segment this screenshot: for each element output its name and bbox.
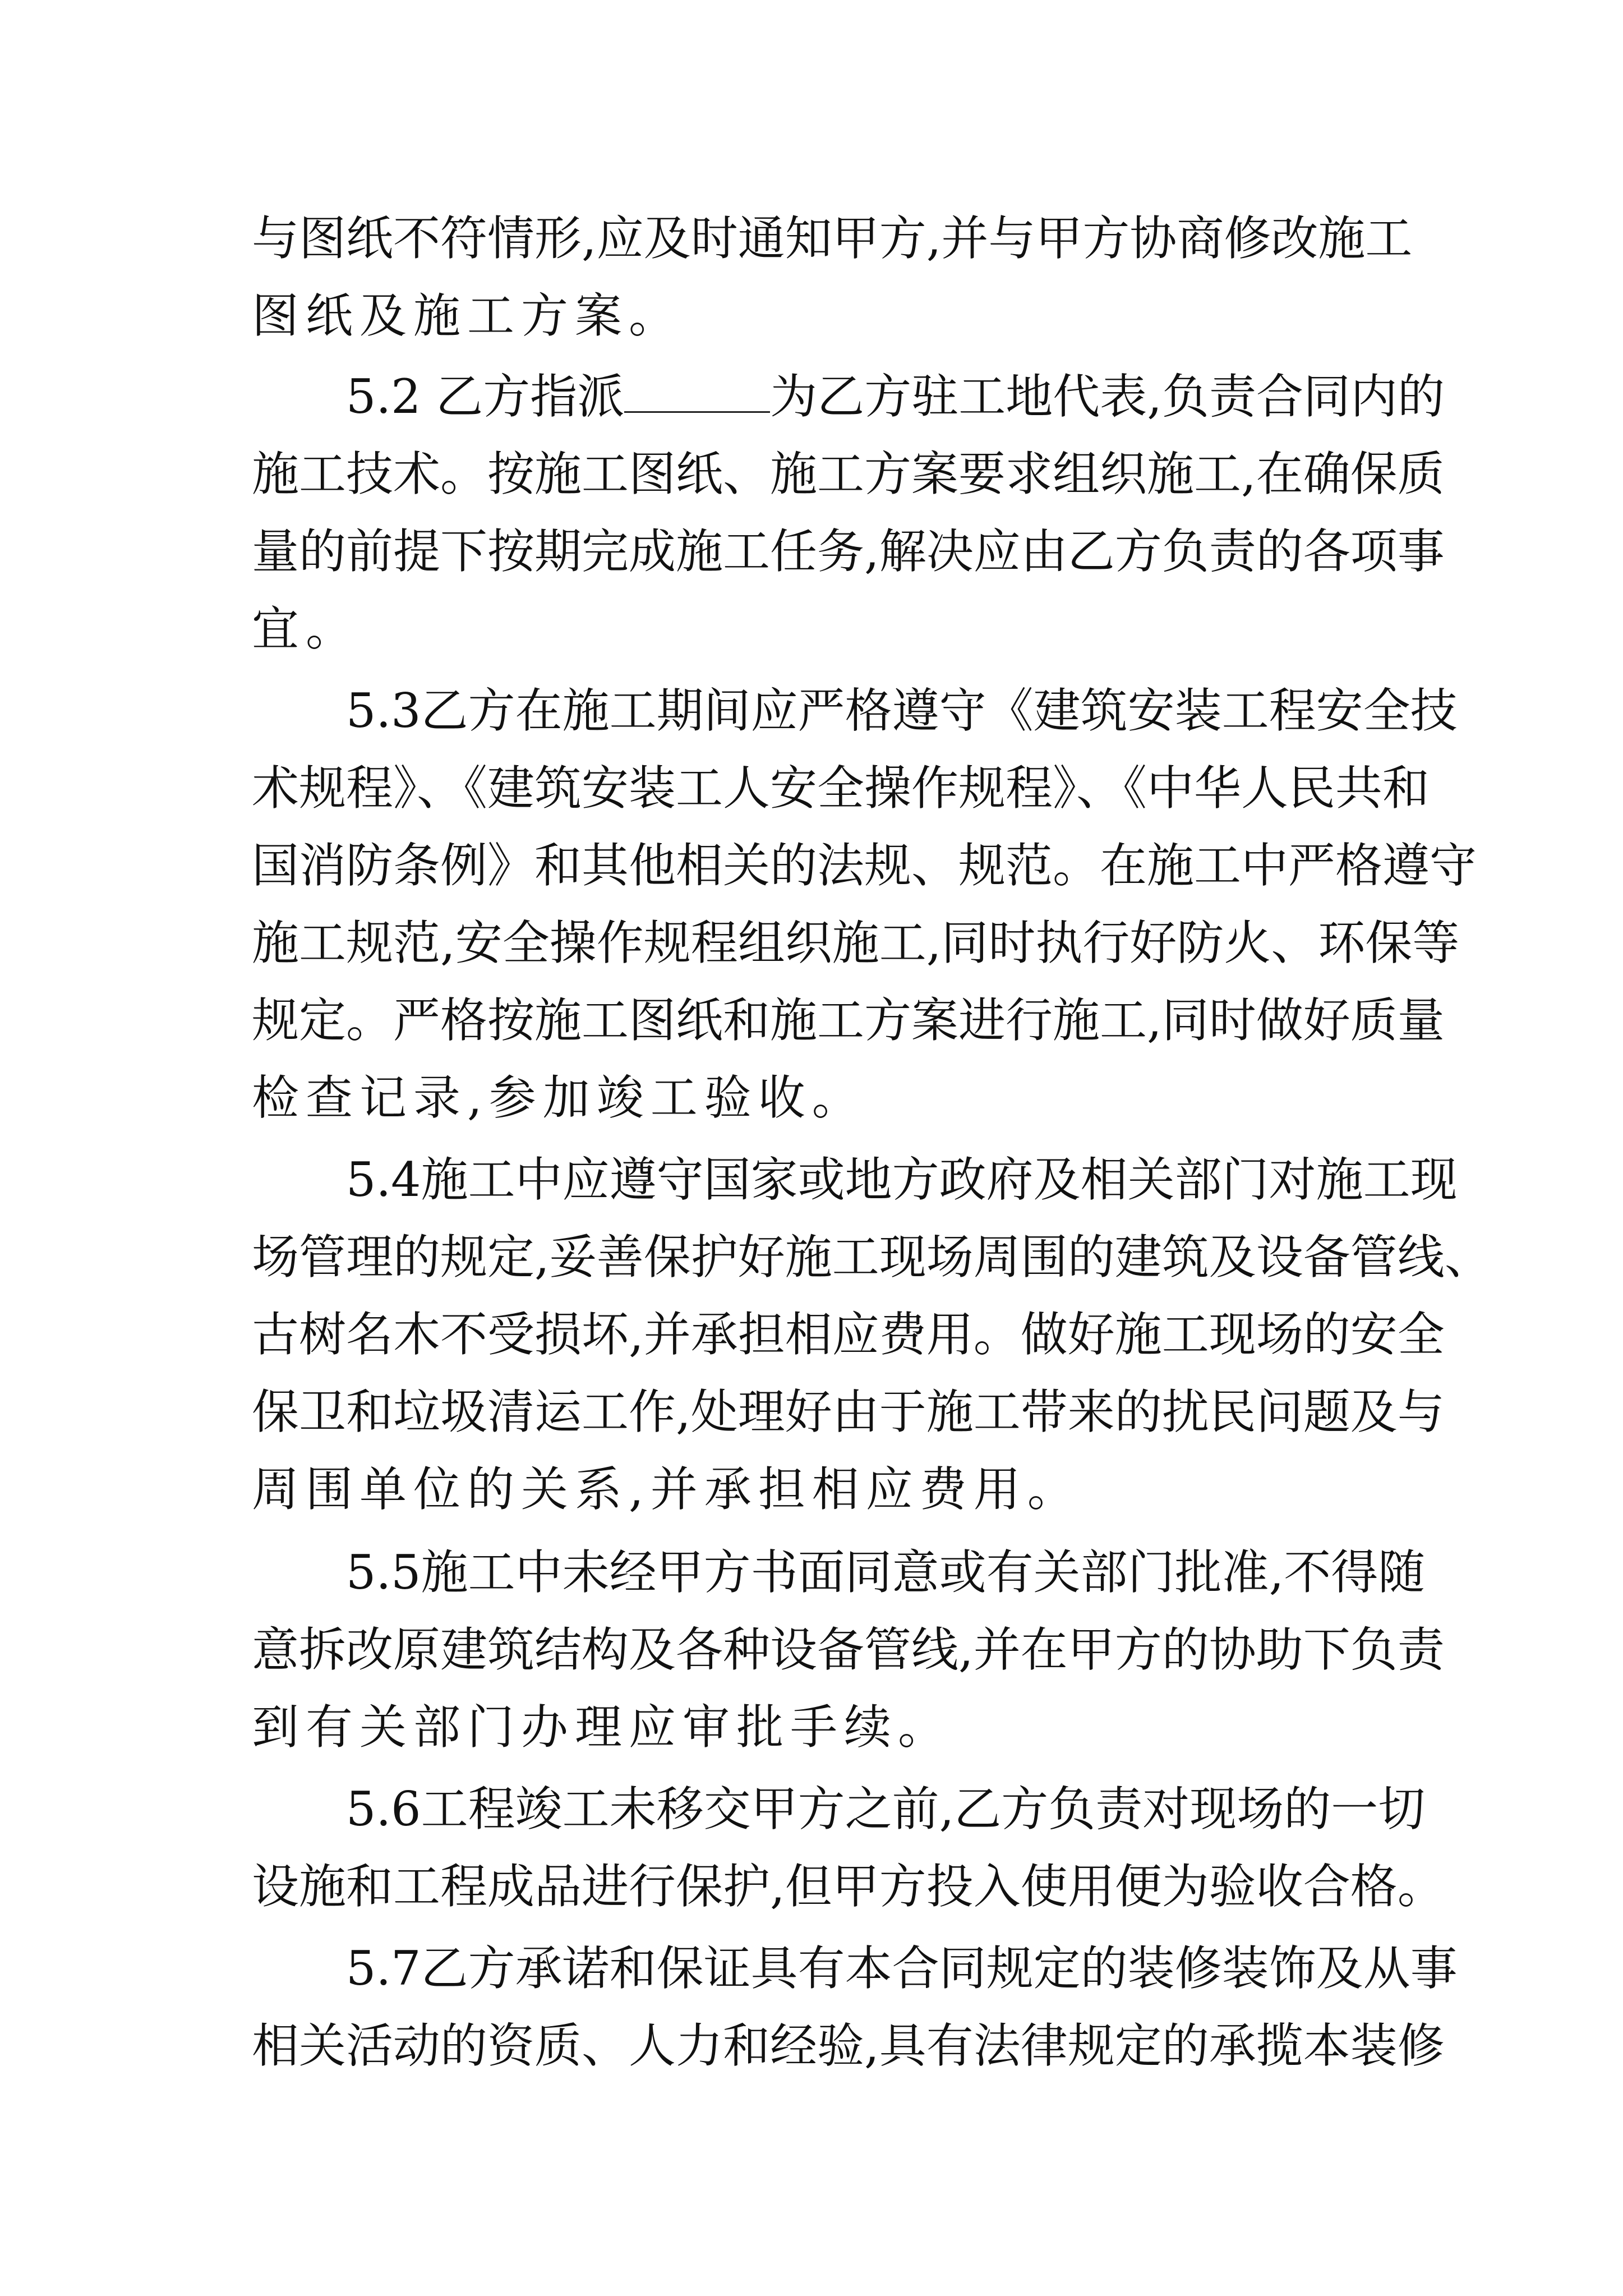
text-line: 国消防条例》和其他相关的法规、规范。在施工中严格遵守 <box>252 838 1477 893</box>
text-line: 5.6工程竣工未移交甲方之前,乙方负责对现场的一切 <box>346 1782 1426 1837</box>
text-line: 周围单位的关系,并承担相应费用。 <box>252 1462 1081 1517</box>
text-line: 图纸及施工方案。 <box>252 288 683 343</box>
clause-5-2-prefix: 5.2 乙方指派 <box>346 369 625 424</box>
text-line: 古树名木不受损坏,并承担相应费用。做好施工现场的安全 <box>252 1307 1445 1362</box>
text-line: 术规程》、《建筑安装工人安全操作规程》、《中华人民共和 <box>252 761 1430 816</box>
text-line: 施工技术。按施工图纸、施工方案要求组织施工,在确保质 <box>252 447 1445 501</box>
text-line: 与图纸不符情形,应及时通知甲方,并与甲方协商修改施工 <box>252 211 1413 266</box>
text-line: 意拆改原建筑结构及各种设备管线,并在甲方的协助下负责 <box>252 1622 1445 1677</box>
clause-5-2-line <box>252 357 1445 436</box>
text-line: 施工规范,安全操作规程组织施工,同时执行好防火、环保等 <box>252 915 1460 970</box>
text-line: 5.3乙方在施工期间应严格遵守《建筑安装工程安全技 <box>346 683 1458 738</box>
text-line: 规定。严格按施工图纸和施工方案进行施工,同时做好质量 <box>252 993 1445 1048</box>
text-line: 场管理的规定,妥善保护好施工现场周围的建筑及设备管线、 <box>252 1230 1492 1285</box>
text-line: 宜。 <box>252 601 360 656</box>
text-line: 到有关部门办理应审批手续。 <box>252 1700 952 1755</box>
text-line: 保卫和垃圾清运工作,处理好由于施工带来的扰民问题及与 <box>252 1384 1445 1439</box>
text-line: 设施和工程成品进行保护,但甲方投入使用便为验收合格。 <box>252 1859 1445 1914</box>
text-line: 5.5施工中未经甲方书面同意或有关部门批准,不得随 <box>346 1545 1426 1600</box>
representative-blank <box>624 372 770 413</box>
text-line: 量的前提下按期完成施工任务,解决应由乙方负责的各项事 <box>252 524 1445 579</box>
text-line: 5.7乙方承诺和保证具有本合同规定的装修装饰及从事 <box>346 1941 1458 1996</box>
text-line: 检查记录,参加竣工验收。 <box>252 1070 866 1125</box>
clause-5-2-suffix: 为乙方驻工地代表,负责合同内的 <box>770 369 1445 424</box>
text-line: 5.4施工中应遵守国家或地方政府及相关部门对施工现 <box>346 1152 1458 1207</box>
text-line: 相关活动的资质、人力和经验,具有法律规定的承揽本装修 <box>252 2018 1445 2073</box>
